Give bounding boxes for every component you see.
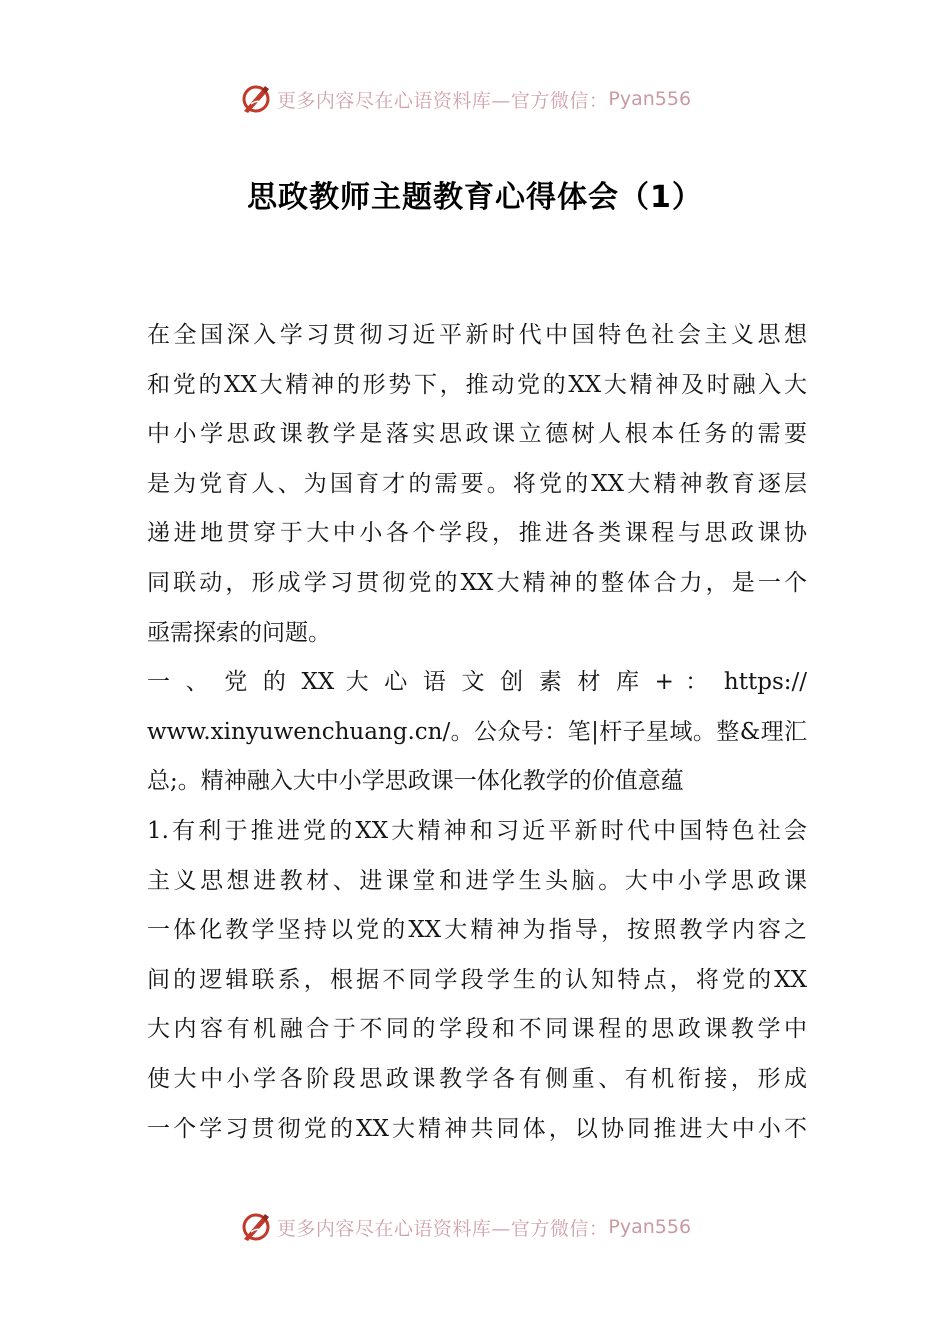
- body-line: 同联动，形成学习贯彻党的XX大精神的整体合力，是一个: [147, 569, 807, 596]
- body-line: 大内容有机融合于不同的学段和不同课程的思政课教学中: [147, 1016, 807, 1043]
- body-line: 中小学思政课教学是落实思政课立德树人根本任务的需要: [147, 421, 807, 448]
- wechat-id: Pyan556: [608, 1216, 692, 1238]
- body-line: 间的逻辑联系，根据不同学段学生的认知特点，将党的XX: [147, 966, 807, 993]
- banner-text: 更多内容尽在心语资料库—官方微信：: [276, 89, 609, 112]
- document-body: [147, 311, 807, 1154]
- body-line: 使大中小学各阶段思政课教学各有侧重、有机衔接，形成: [147, 1065, 807, 1092]
- header-banner: [0, 82, 950, 116]
- body-line: 递进地贯穿于大中小各个学段，推进各类课程与思政课协: [147, 520, 807, 547]
- body-line: 和党的XX大精神的形势下，推动党的XX大精神及时融入大: [147, 371, 807, 398]
- body-line: 是为党育人、为国育才的需要。将党的XX大精神教育逐层: [147, 470, 807, 497]
- body-line: 在全国深入学习贯彻习近平新时代中国特色社会主义思想: [147, 322, 807, 348]
- body-line: 1.有利于推进党的XX大精神和习近平新时代中国特色社会: [147, 817, 807, 844]
- body-line: 总;。精神融入大中小学思政课一体化教学的价值意蕴: [147, 768, 684, 795]
- pen-logo-icon: [239, 1210, 273, 1244]
- pen-logo-icon: [239, 82, 273, 116]
- body-line: 一体化教学坚持以党的XX大精神为指导，按照教学内容之: [147, 917, 807, 944]
- body-line: 主义思想进教材、进课堂和进学生头脑。大中小学思政课: [147, 867, 807, 894]
- body-line: 亟需探索的问题。: [147, 619, 331, 646]
- document-title: 思政教师主题教育心得体会（1）: [247, 180, 703, 215]
- banner-text: 更多内容尽在心语资料库—官方微信：: [276, 1217, 609, 1240]
- footer-banner: [0, 1210, 950, 1244]
- body-line: www.xinyuwenchuang.cn/。公众号：笔|杆子星域。整&理汇: [147, 718, 807, 745]
- wechat-id: Pyan556: [608, 88, 692, 110]
- body-line: 一个学习贯彻党的XX大精神共同体，以协同推进大中小不: [147, 1115, 807, 1142]
- body-line: 一 、 党 的 XX 大 心 语 文 创 素 材 库 + ： https://: [147, 669, 807, 696]
